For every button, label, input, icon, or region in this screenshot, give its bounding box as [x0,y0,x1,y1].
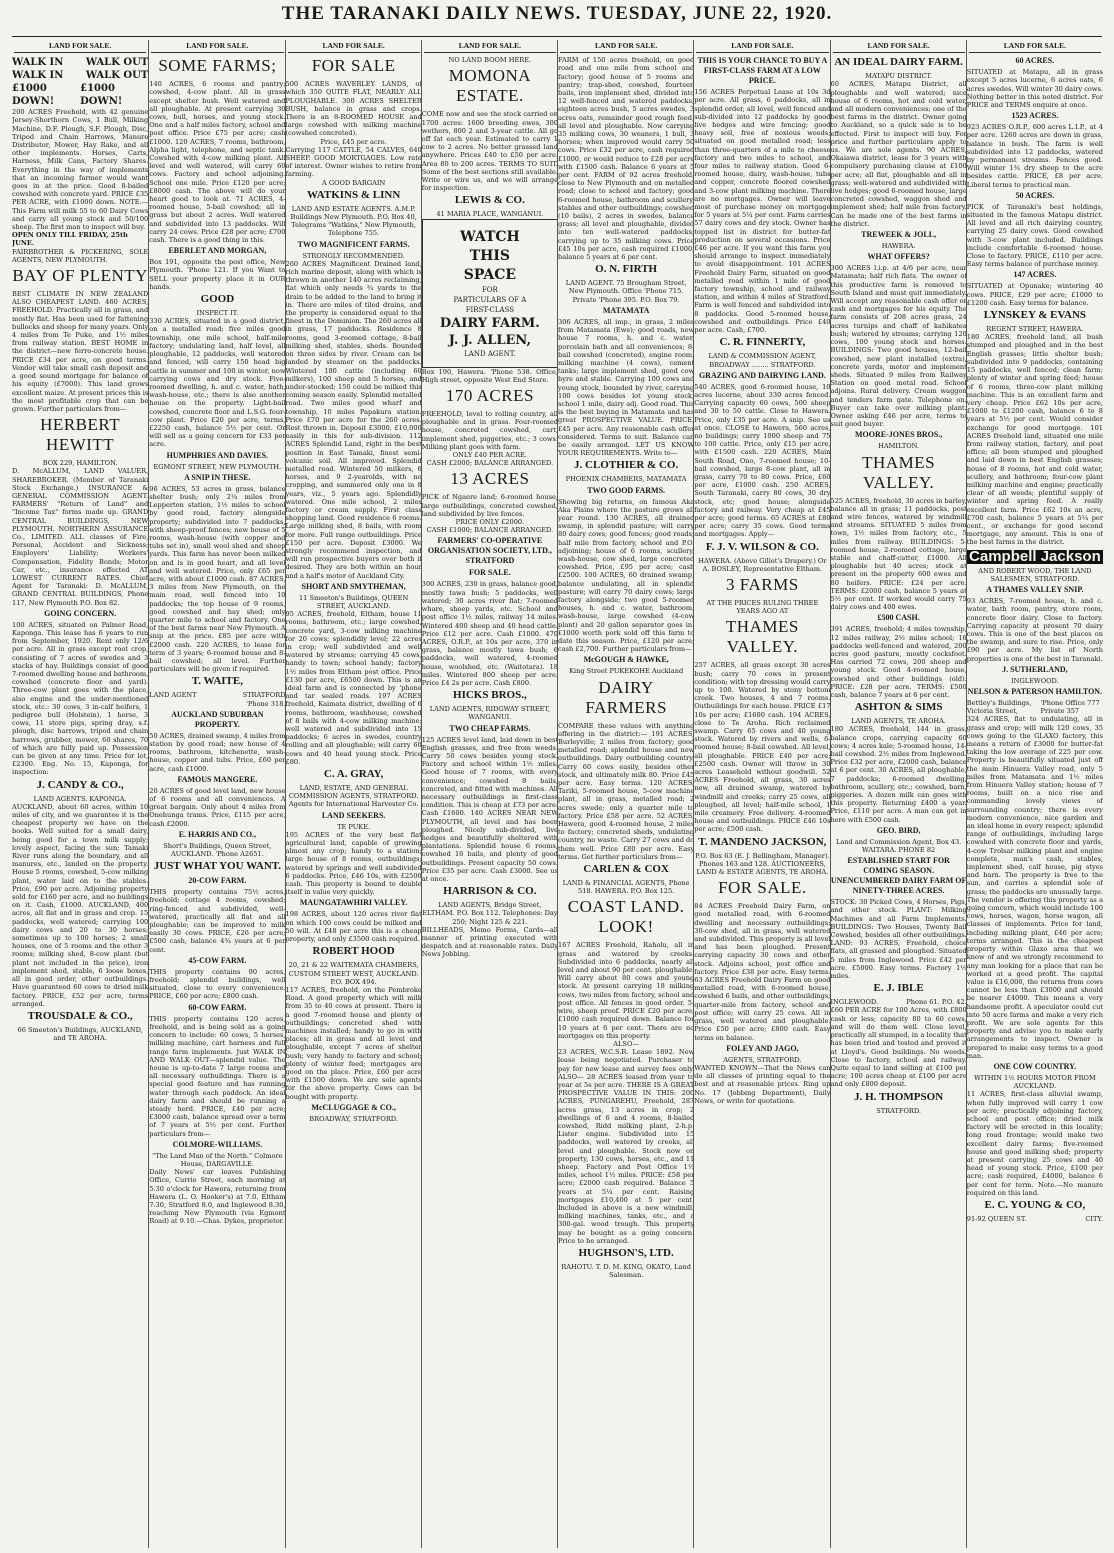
advert-line: INSPECT IT. [196,309,239,318]
advert-body: 93 ACRES, 7-roomed house, h. and c. water, bath room, pantry, store room, concrete floor dairy. Close to factory. Carrying capacity at present 70 dairy cows. This is one of the best places on the swamp, and sure to rise. Price, only £90 per acre. My list of North properties is one of the best in Taranaki. [966,597,1103,663]
advert-subhead: THIS IS YOUR CHANCE TO BUY A FIRST-CLASS FARM AT A LOW PRICE. [697,56,828,86]
boxed-line: SPACE [463,266,517,283]
agent-name: O. N. FIRTH [595,263,658,276]
boxed-line: WATCH [460,228,520,245]
column-4 [421,40,558,1548]
advert-subhead: 45-COW FARM. [188,955,247,965]
advert-body: 100 ACRES, situated on Palmer Road, Kaponga. This lease has 6 years to run from September, 1920. Rent only 12/6 per acre. All in grass except root crop, consisting of 7 acres of swedes and 3 stacks of hay. Buildings consist of good 7-roomed dwelling house and bathroom, cowshed (concrete floor and yard). Three-cow plant goes with the place, also engine and the under-mentioned stock, etc.: 30 cows, 3 in-calf heifers, 1 pedigree bull (Holstein), 1 horse, 3 cows, 11 store pigs, spring dray, s.f. plough, disc harrows, tripod and chain harrows, grubber, mower, 60 shares, 70 of which are fully paid up. Possession can be given at any time. Price for lot, £2300. Eng. No. 15, Kaponga, for inspection: [12,620,149,777]
advert-body: SITUATED at Matapu, all in grass except 5 acres lucerne, 6 acres oats, 6 acres swedes. Will winter 30 dairy cows. Nothing better in this noted district. For PRICE and TERMS enquire at once. [966,68,1103,110]
column-2 [148,40,285,1548]
agent-name: E. J. IBLE [873,982,924,995]
boxed-line: FIRST-CLASS [465,305,515,314]
advert-body: 60 ACRES, Matapu District, all ploughable and well watered; nice house of 6 rooms, hot and cold water, and all modern conveniences; one of the best farms in the district. Owner going to Auckland, so a quick sale is to be effected. First to inspect will buy. For price and further particulars apply to us. We are sole agents. 90 ACRES, Okaiawa district, lease for 3 years with compulsory purchasing clause at £100 per acre; all flat, ploughable and all in grass; well-watered and subdivided with live hedges; good 6-roomed house, large concreted cowshed, waggon shed and implement shed; half mile from factory. Can be made one of the best farms in the district. [830,80,967,228]
address-line [967,1215,1103,1223]
advert-body: 96 ACRES, 53 acres in grass, balance shelter bush; only 2¼ miles from Lepperton station, 1½ miles to school by good road, factory alongside property; subdivided into 7 paddocks, with sheep-proof fences; new house of 5 rooms, wash-house (with copper and tubs set in), small wool shed and sheep yards. This farm has never been milked on and is in good heart, and all level and well watered. Price, only £65 per acre, with about £1000 cash. 87 ACRES, 3 miles from New Plymouth, on the main road, well fenced into 10 paddocks; the top house of 9 rooms, good cowshed and hay shed; only quarter mile to school and factory. One of the best farms near New Plymouth. A snip at the price. £85 per acre with £2000 cash. 220 ACRES, to lease for term of 3 years; 6-roomed house and 8-bail cowshed; all level. Further particulars will be given if required. [149,484,286,674]
advert-body: PICK of Taranaki's best holdings, situated in the famous Matapu district. All level and all rich dairying country, carrying 25 dairy cows. Good cowshed with 3-cow plant included. Buildings include comfortable 6-roomed house. Close to factory. PRICE, £110 per acre. Easy terms balance of purchase money. [966,202,1103,269]
advert-subhead: FOR SALE. [468,568,511,578]
banner-lines [12,56,148,82]
agent-name: HARRISON & CO. [443,885,537,898]
advert-line: HAWERA. (Above Gillet's Drapery.) Or A. BOSLEY, Representative Eltham. [698,556,827,573]
advert-subhead: McCLUGGAGE & CO., [311,1102,396,1112]
advert-subhead: WHAT OFFERS? [867,252,930,262]
address-part: LAND AGENT [149,691,197,700]
advert-body: STOCK: 30 Picked Cows, 4 Horses, Pigs, and other stock. PLANT: Milking Machines and all Farm Implements. BUILDINGS: Two Houses, Twenty Bail Cowshed, besides all other outbuildings. LAND: 93 ACRES, Freehold, choice flats, all grassed and ploughed. Situated 5 miles from Inglewood. Price £42 per acre. £5000. Easy terms. Factory 1½ miles. [830,898,967,981]
advert-body: Carrying 117 CATTLE, 54 CALVES, 640 SHEEP. GOOD MORTGAGES. Low rate of interest. Owner wishes to retire from farming. [285,145,422,179]
advert-subhead: SHORT AND SMYTHEMAN, [301,581,406,591]
advert-subhead: TWO MAGNIFICENT FARMS. [297,239,410,249]
advert-line: 20, 21 & 22 WAITEMATA CHAMBERS, CUSTOM STREET WEST, AUCKLAND. P.O. BOX 494. [288,961,419,986]
advert-body: THIS property contains 90 acres, freehold; splendid buildings, well situated, close to every convenience. PRICE, £60 per acre; £800 cash. [149,967,286,1001]
advert-body: FAIRBROTHER & PICKERING, SOLE AGENTS, NEW PLYMOUTH. [12,247,149,264]
advert-body: 198 ACRES, about 120 acres river flat on which 100 cows could be milked and 50 will. At £48 per acre this is a cheap property, and only £3500 cash required. [285,910,422,944]
boxed-line: DAIRY FARM. [439,315,540,331]
advert-line: LAND AGENTS, TE AROHA. [851,717,947,726]
advert-body: 95 ACRES, freehold, Eltham, house 11 rooms, bathroom, etc.; large cowshed, concrete yard, 3-cow milking machine for 20 cows; splendidly level; 22 acres in crop; well subdivided and well watered by streams; carrying 45 cows, handy to town; school handy; factory 1½ miles from Eltham post office. Price £130 per acre, £6500 down. This is an ideal farm and is connected by 'phone and tar sealed roads. 197 ACRES freehold, Kaimata district, dwelling of 6 rooms, bathroom, washhouse, cowshed of 8 bails with 4-cow milking machine; well watered and subdivided into 15 paddocks; 6 acres in swedes, country rolling and all ploughable; will carry 60 cows and 40 head young stock. Price £80. [285,610,422,766]
advert-body: WANTED KNOWN—That the News can do all classes of printing equal to the best and at reasonable prices. Ring up No. 17 (Jobbing Department), Daily News, or write for quotations. [694,1063,831,1105]
advert-subhead: 147 ACRES. [1013,270,1057,280]
column-heading: LAND FOR SALE. [14,40,146,53]
banner-lines [12,82,148,108]
advert-body: FARM of 150 acres freehold, on good road and one mile from school and factory; good house of 5 rooms and pantry; trap-shed, cowshed, fourteen bails, iron implement shed, divided into 12 well-fenced and watered paddocks; eighteen acres bush, 5 acres swedes, 3 acres oats, remainder good rough feed; all level and ploughable. Now carrying 35 milking cows, 30 weaners, 1 bull, 3 horses; when improved would carry 50 cows. Price £32 per acre, cash required £1000, or would reduce to £28 per acre with £1500 cash. Balance 6 years at 5 per cent. FARM of 92 acres freehold, close to New Plymouth and on metalled road; close to school and factory; good 6-roomed house, bathroom and scullery, stables and other outbuildings; cowshed (10 bails), 2 acres in swedes, balance grass; all level and ploughable, divided into ten well-watered paddocks; carrying up to 35 milking cows. Price £45 10s per acre, cash required £1000, balance 5 years at 6 per cent. [558,56,695,262]
boxed-line: J. J. ALLEN, [448,332,531,348]
banner-row [12,69,148,82]
advert-subhead: FAMOUS MANGERE. [177,774,258,784]
advert-line: 66 Smeeton's Buildings, AUCKLAND, and TE AROHA. [17,1025,143,1043]
advert-line: PRICE ONLY £2000. [455,518,525,527]
boxed-line: PARTICULARS OF A [453,295,527,304]
advert-line: EGMONT STREET, NEW PLYMOUTH. [153,462,282,471]
advert-line: AGENTS, STRATFORD. [723,1055,802,1064]
agent-name: J. CANDY & CO., [36,778,124,791]
boxed-line: LAND AGENT. [464,349,516,358]
advert-body: BILLHEADS, Memo Forms, Cards—all manner of printing executed with despatch and at reasonable rates. Daily News Jobbing. [421,925,558,959]
advert-line: RAHOTU. T. D. M. KING, OKATO, Land Salesman. [561,1262,691,1280]
advert-line: WITHIN 1½ HOURS MOTOR FROM AUCKLAND. [974,1073,1096,1091]
advert-body: BEST CLIMATE IN NEW ZEALAND ALSO CHEAPEST LAND. 460 ACRES, FREEHOLD. Practically all in grass, and mostly flat. Has been used for fattening bullocks and sheep for many years. Only 4 miles from Te Puke, and 1½ miles from railway station. BEST HOME in the district—new ferro-concrete house. PRICE £34 per acre, on good terms. Vendor will take small cash deposit and a good sound mortgage for balance of his equity (£7000). This land grows excellent maize. At present prices this is the most profitable crop that can be grown. Further particulars from— [12,290,149,413]
agent-name: C. A. GRAY, [323,768,384,781]
banner-text: £1000 DOWN! [12,83,55,108]
agent-name: TROUSDALE & CO., [27,1009,133,1022]
advert-headline: 170 ACRES [445,386,534,406]
banner-text: WALK IN [12,57,64,69]
advert-subhead: ONE COW COUNTRY. [993,1061,1077,1071]
advert-subhead: ESTABLISHED START FOR COMING SEASON. UNENCUMBERED DAIRY FARM OF NINETY-THREE ACRES. [830,856,967,896]
advert-body: 500 ACRES WAVERLEY LANDS, of which 350 QUITE FLAT, NEARLY ALL PLOUGHABLE. 300 ACRES SHELTER BUSH, balance in grass and crops. There is an 8-ROOMED HOUSE and large cowshed with milking machine (cowshed concreted). [285,80,422,138]
advert-line: HAMILTON. [878,442,920,451]
advert-line: Land and Commission Agent, Box 43. WAITARA. PHONE 82 [835,837,962,855]
address-line [831,998,967,1006]
agent-name: J. CLOTHIER & CO. [574,459,679,472]
advert-line: MATAPU DISTRICT. [865,72,933,81]
advert-line: King Street PUKEKOHE Auckland [569,667,684,676]
address-line [967,699,1103,715]
advert-line: ALSO— [613,1039,639,1048]
advert-line: "The Land Man of the North." Colmore House, DARGAVILLE. [152,1151,283,1168]
column-7 [830,40,967,1548]
column-8 [966,40,1103,1548]
advert-line: AT THE PRICES RULING THREE YEARS AGO AT [706,598,819,616]
column-heading: LAND FOR SALE. [969,40,1101,53]
advert-body: 50 ACRES, drained swamp, 4 miles from station by good road; new house of 4 rooms, bathroom, kitchenette, wash-house, copper and tubs. Price, £60 per acre, cash £1000. [149,731,286,773]
column-heading: LAND FOR SALE. [696,40,828,53]
advert-body: COME now and see the stock carried on 1700 acres: 1600 breeding ewes, 300 wethers, 800 2 and 3-year cattle. All go off fat each year. Estimated to carry 1 cow to 2 acres. No better grassed land anywhere. Prices £40 to £50 per acre. Area 80 to 200 acres. TERMS TO SUIT. Some of the best sections still available. Write or wire us, and we will arrange for inspection. [421,110,558,193]
advert-body: 300 ACRES l.i.p. at 4/6 per acre, near Matamata; half rich flats. The owner of this productive farm is removed to South Island and must quit immediately. Will accept any reasonable cash offer or cash and mortgages for his equity. The farm consists of 208 acres grass, 24 acres turnips and chaff of kahikatea bush; watered by streams; carrying 120 cows, 100 young stock and horses. BUILDINGS: Two good houses, 12-bail cowshed, new plant installed (extra), concrete yards, motor and implement sheds. Situated 9 miles from Railway Station on good metal road. School adjoins. Rural delivery. Cream waggon and tenders farm gate. Telephone on. Buyer can take over milking plant. Owner asking £46 per acre, terms to suit good buyer. [830,264,967,429]
advert-line: 41 MARIA PLACE, WANGANUI. [436,210,544,219]
advert-subhead: TWO CHEAP FARMS. [449,723,531,733]
advert-body: Box 191, opposite the post office, New Plymouth. 'Phone 121. If you Want to SELL your property place it in OUR hands. [149,258,286,291]
advert-body: 140 ACRES, 6 rooms and pantry; cowshed, 4-cow plant. All in grass except shelter bush. Well watered and all ploughable. At present carrying 30 cows, bull, horses, and young stock. One and a half miles factory, school and post office. Price £75 per acre; cash £1000. 120 ACRES, 7 rooms, bathroom, Alpha light, telephone, and septic tank. Cowshed with 4-cow milking plant. All level and well watered, will carry 60 cows. Factory and school adjoining. School one mile. Price £120 per acre; £8000 cash. The above will do your heart good to look at. 71 ACRES, 4-roomed house, 5-bail cowshed; all in grass but about 2 acres. Well watered and subdivided into 13 paddocks. Will carry 24 cows. Price £28 per acre; £700 cash. There is a good thing in this. [149,80,286,245]
advert-body: £60 PER ACRE for 100 Acres, with £800 cash or less; capacity 80 to 60 cows, and will do them well. Close level, practically all stumped, in a locality that has been tried and tested and proved it at Lloyd's. Good buildings. No weeds. Close to factory, school and railway. Quite equal to land selling at £100 per acre; 100 acres cheap at £100 per acre and only £800 deposit. [830,1006,967,1089]
advert-subhead: LAND SEEKERS. [321,810,386,820]
column-heading: LAND FOR SALE. [560,40,692,53]
agent-name: E. C. YOUNG & CO, [984,1198,1086,1211]
banner-row [12,56,148,69]
agent-name: F. J. V. WILSON & CO. [705,540,819,553]
advert-line: REGENT STREET, HAWERA. [986,325,1084,334]
advert-headline: HERBERT HEWITT [40,415,121,455]
advert-subhead: 20-COW FARM. [188,876,247,886]
advert-line: P.O. Box 63 (E. J. Bellingham, Manager). Phones 163 and 128. AUCTIONEERS, LAND & ESTATE AGENTS, TE AROHA. [695,851,830,877]
agent-name: CARLEN & COX [583,863,669,876]
address-part: 91-92 QUEEN ST. [966,1214,1027,1223]
advert-subhead: EBERLET AND MORGAN, [168,246,267,256]
advert-body: 167 ACRES Freehold, Raholu, all in grass and watered by creeks. Subdivided into 6 paddocks, nearly all level and about 90 per cent. ploughable. Will carry about 80 cows and young stock. At present carrying 18 milking cows, two miles from factory, school and post office. All fences in good order. 5-wire, sheep proof. PRICE £20 per acre; £1000 cash required down. Balance for 10 years at 6 per cent. There are no mortgages on this property. [558,941,695,1040]
advert-body: 260 ACRES Magnificent Drained land, rich marine deposit, along with which is thrown in another 140 acres reclaiming, flat which only needs ¾ yards to the drain to be added to the land to bring it in. There are miles of tiled drains, and the property is considered equal to the finest in the Dominion. The 260 acres all in grass, 17 paddocks. Residence 8 rooms, good 3-roomed cottage, 8-bail milking shed, stables, sheds. Bounded on three sides by river. Cream can be landed by steamer on the paddocks. Wintered 180 cattle (including 60 milkers), 100 sheep and 5 horses, and under-stocked; 150 could be milked this coming season easily. Splendid metalled road. Two miles good wharf and township, 10 miles Papakura station. Price £70 per acre for the 260 acres. Rest thrown in. Deposit £3000. £10,000 easily in this for sub-division. 112 ACRES Splendid Land, right in the best position in East Tamaki, finest semi-volcanic soil. All improved. Splendid metalled road. Wintered 50 milkers, 6 horses, and 9 2-yearolds, with no cropping, and summered only one in 8 years, viz., 5 years ago. Splendidly watered. One mile school, 2 miles factory or cream supply. First class shopping land. Good residence 6 rooms. Large milking shed, 8 bails, with room for more. Full range outbuildings. Price £150 per acre. Deposit £3000. We strongly recommend inspection, and will run prospective buyers over both if desired. They are both within an hour and a half's motor of Auckland City. [285,259,422,580]
advert-body: 23 ACRES, W.C.S.R. Lease 1892. New lease being negotiated. Purchaser to pay for new lease and survey fees only. ALSO— 28 ACRES leased from year to year at 5s per acre. THERE IS A GREAT PROSPECTIVE VALUE IN THIS: 200 ACRES, PUNGAREHU, Freehold, 287 acres grass, 13 acres in crop; 2 dwellings of 6 and 4 rooms, 8-bailed cowshed, Ridd milking plant, 2-h.p. Lister engine. Subdivided into 15 paddocks, well watered by creeks, all level and ploughable. Stock now on property, 130 cows, horses, etc., and 11 sheep. Factory and Post Office 1½ miles, school 1½ miles. PRICE: £58 per acre; £2000 cash required. Balance 5 years at 5¼ per cent. Raising mortgages £10,400 at 5 per cent. Included in above is a new windmill, milking machines, tanks, etc., and a 300-gal. wood trough. This property may be bought as a going concern. Price to be arranged. [558,1048,695,1245]
banner-text: WALK OUT [85,70,149,82]
advert-line: LAND & COMMISSION AGENT, BROADWAY ........ STRATFORD. [708,352,817,369]
advert-body: FREEHOLD, level to rolling country, all ploughable and in grass. Four-roomed house, concreted cowshed, cart, implement shed, piggeries, etc.; 3 cows. Milking plant goes with farm. [421,410,558,451]
masthead-rule [12,36,1102,37]
advert-body: PICK of Ngaere land; 6-roomed house, large outbuildings, concreted cowshed, land subdivided by live fences. [421,493,558,518]
agent-name: AN IDEAL DAIRY FARM. [834,56,963,69]
advert-line: 11 Smeeton's Buildings, QUEEN STREET, AUCKLAND. [298,593,409,610]
advert-subhead: HUMPHRIES AND DAVIES. [166,450,269,460]
advert-body: 525 ACRES, freehold, 30 acres in barley, balance all in grass; 11 paddocks, post and wire fences, watered by windmill and streams. SITUATED 5 miles from town, 1½ miles from factory, etc., 5 miles from railway. BUILDINGS: 5-roomed house, 2-roomed cottage, large stable and chaff-cutter, £1000. All ploughable but 40 acres; stock at present on the property 600 ewes and 80 heifers. PRICE: £24 per acre. TERMS: £2000 cash, balance 5 years at 5½ per cent. If worked would carry 75 dairy cows and 400 ewes. [830,496,967,612]
advert-line: HAWERA. [881,242,916,251]
advert-body: 180 ACRES, freehold land, all bush stumped and ploughed and in the best English grasses; little shelter bush; subdivided into 9 paddocks, containing 15 paddocks, well fenced; clean farm; plenty of winter and spring feed; house of 6 rooms, three-cow plant milking machine. This is an excellent farm and very cheap. Price £62 10s per acre, £1000 to £1200 cash, balance 6 to 8 years at 5½ per cent. Would consider exchange for good mortgage. 101 ACRES freehold land, situated one mile from railway station, factory, and post office; all been stumped and ploughed and laid down in best English grasses; house of 8 rooms, hot and cold water, scullery, and bathroom; four-cow plant milking machine and engine; practically clear of all weeds; plentiful supply of winter and spring feed. A really excellent farm. Price £62 10s an acre, £700 cash, balance 5 years at 5¼ per cent., or exchange for good second mortgage, any amount. This is one of the best farms in the district. [966,333,1103,547]
advert-body: 324 ACRES, flat to undulating, all in grass and crop; will milk 120 cows, 35 cows going to the GLAXO factory, this means a return of £3000 for butter-fat taking the low average of 225 per cow. Property is beautifully situated just off the main Hinuera Valley road, only 5 miles from Matamata and 1½ miles from Hinuera Valley station; house of 7 rooms, built on a nice rise and commanding lovely views of surrounding country; there is every modern convenience, nice garden and an ideal home in every respect; splendid range of outbuildings, including large cowshed with concrete floor and yards, 4-cow Trolsar milking plant and engine complete, man's cash, stables, implement shed, calf house, pig styes and barn. The property is free to the sun, and carries a splendid sole of grass; the paddocks are unusually large. The vendor is offering this property as a going concern, which would include 100 cows, horses, wagon, horse wagon, all classes of implements. Price for land, including milking plant, £46 per acre; terms arranged. This is the cheapest property within Glaxo area that we know of and we strongly recommend to any man looking for a place that can be worked at a good profit. The capital value is £16,000, the returns from cows cannot be less than £3000 and should be nearer £4000. This means a very handsome profit. A speculator could cut into 50 acre farms and make a very rich profit. We are sole agents for this property and advise you to make early arrangements to inspect. Owner is prepared to make easy terms to a good man. [966,715,1103,1060]
column-3 [285,40,422,1548]
advert-subhead: MATAMATA [602,305,650,315]
banner-text: £1000 DOWN! [80,83,123,108]
advert-headline: MOMONA ESTATE. [448,66,532,106]
advert-line: LAND AGENTS, RIDGWAY STREET, WANGANUI. [429,705,551,722]
address-part: 'Phone Office 777 Private 357 [1040,699,1100,716]
advert-subhead: J. SUTHERLAND, [1002,664,1068,674]
advert-body: 156 ACRES Perpetual Lease at 10s 3d per acre. All grass, 6 paddocks, all in splendid order, all level, well fenced and sub-divided into 12 paddocks by good live hedges and wire fencing; good heavy soil, free of noxious weeds; situated on good metalled road; less than three-quarters of a mile to cheese factory and two miles to school, and four miles to railway station. Good 6-roomed house, dairy, wash-house, tubs and copper, concrete floored cowshed and 3-cow plant milking machine. There are no mortgages. Owner will leave most of purchase money on mortgage for 5 years at 5¼ per cent. Farm carries 57 dairy cows and dry stock. Owner has topped list in district for butter-fat production on several occasions. Price £46 per acre. If you want this farm you should arrange to inspect immediately to avoid disappointment. 101 ACRES Freehold Dairy Farm, situated on good metalled road within 1 mile of good factory township, school and railway station, and within 4 miles of Stratford. Farm is well fenced and subdivided into 8 paddocks. Good 5-roomed house, cowshed and outbuildings. Price £40 per acre. Cash, £700. [694,88,831,335]
column-heading: LAND FOR SALE. [833,40,965,53]
advert-body: 200 ACRES Freehold, with 42 genuine Jersey-Shorthorn Cows, 1 Bull, Milking Machine, D.F. Plough, S.F. Plough, Disc, Tripod and Chain Harrows, Manure Distributor, Mower, Hay Rake, and all other implements. Horses, Carts, Harness, Milk Cans, Factory Shares. Everything in the way of implements that an incoming farmer would want goes in at the price. Good 8-bailed cowshed with concrete yard. PRICE £35 PER ACRE, with £1000 down. NOTE.—This Farm will milk 55 to 60 Dairy Cows and carry all young stock and 50/100 sheep. The first man to inspect will buy. [12,108,149,232]
advert-subhead: A THAMES VALLEY SNIP. [986,585,1084,595]
advert-body: 391 ACRES, freehold; 4 miles township, 12 miles railway, 2½ miles school; 16 paddocks well-fenced and watered, 200 acres good pasture, mostly cocksfoot. Has carried 72 cows, 200 sheep and young stock. Good 4-roomed house, cowshed and other buildings (old). PRICE: £28 per acre. TERMS: £500 cash, balance 7 years at 6 per cent. [830,625,967,699]
advert-body: Showing big returns, on famous Aka Aka Plains where the pasture grows all year round. 130 ACRES, all drained swamp, in splendid pasture; will carry 80 dairy cows; good fences; good roads; half mile from factory, school and P.O. adjoining; house of 6 rooms, scullery, wash-house, cow shed, large concreted cowshed. Price, £95 per acre; cash £2500. 100 ACRES, 60 drained swamp, balance undulating, all in splendid pasture; will carry 70 dairy cows; large factory alongside; two good 5-roomed houses, h. and c. water, bathroom, wash-house, large cowshed (4-cow plant) and 20 gallon separator goes in. £1000 worth pork sold off this farm to date this season. Price, £120 per acre; cash £2,700. Further particulars from— [558,497,695,654]
advert-subhead: GOING CONCERN. [44,608,117,618]
advert-line: LAND AGENT. 75 Brougham Street, New Plymouth. Office 'Phone 715. Private 'Phone 395. P.O. Box 79. [565,279,687,304]
advert-line: Short's Buildings, Queen Street, AUCKLAND. 'Phone A2651. [163,841,272,859]
advert-line: LAND AND ESTATE AGENTS. A.M.P. Buildings New Plymouth. P.O. Box 40, Telegrams "Watkins," New Plymouth, Telephone 755. [290,204,417,238]
advert-subhead: TREWEEK & JOLL, [861,230,937,240]
advert-body: 125 ACRES level land, laid down in best English grasses, and free from weeds. Carry 50 cows besides young stock. Factory and school within 1½ miles. Good house of 7 rooms, with every convenience; cowshed 8 bails, concreted, and fitted with machines. All necessary outbuildings in first-class condition. This is cheap at £73 per acre. Cash £1600. 140 ACRES NEAR NEW PLYMOUTH, all level and has been ploughed. Nicely sub-divided, live hedges and beautifully sheltered with plantations. Splendid house 6 rooms, cowshed 16 bails, and plenty of good outbuildings. Present capacity 50 cows. Price £35 per acre. Cash £3000. See us at once. [421,735,558,883]
advert-line: LAND AGENTS, Bridge Street, ELTHAM. P.O. Box 112. Telephones: Day 250; Night 125 & 221. [422,901,558,926]
advert-subhead: A SNIP IN THESE. [184,472,251,482]
advert-subhead: MAUNGATAWHIRI VALLEY. [299,898,408,908]
agent-name: JUST WHAT YOU WANT. [153,860,282,873]
agent-name: C. R. FINNERTY, [719,336,806,349]
advert-subhead: NELSON & PATERSON HAMILTON. [967,687,1103,696]
advert-subhead: £500 CASH. [877,613,920,623]
address-part: Bettley's Buildings, Victoria Street, [966,699,1032,716]
advert-line: ONLY £40 PER ACRE. [452,451,527,460]
advert-body: Daily News' car leaves Publishing Office, Currie Street, each morning at 5.30 o'clock for Hawera, returning from Hawera (L. O. Hooker's) at 7.0. Eltham 7.30, Stratford 8.0, and Inglewood 8.30, reaching New Plymouth (via Egmont Road) at 9.10.—Chas. Dykes, proprietor. [149,1168,286,1226]
column-heading: LAND FOR SALE. [424,40,556,53]
advert-line: Price, £45 per acre. [320,137,387,146]
agent-name: ROBERT HOOD [312,945,395,958]
advert-line: LAND, ESTATE, AND GENERAL COMMISSION AGENTS, STRATFORD. Agents for International Harvester Co. [288,784,419,809]
advert-body: 257 ACRES, all grass except 30 acres bush; carry 70 cows in present condition; with top dressing would carry up to 100. Watered by stony bottom creek. Two houses, 4 and 7 rooms. Outbuildings for each house. PRICE £17 10s per acre; £1600 cash. 194 ACRES, close to Te Aroha. Rich reclaimed swamp. Carry 65 cows and 40 young stock. Watered by rivers and wells, 6-roomed house; 8-bail cowshed. All level, all ploughable. PRICE £40 per acre; £2500 cash. Owner will throw in 30 acres Leasehold without goodwill. 52 ACRES Freehold, all grass, 30 acres new, all drained swamp, watered by windmill and creeks; carry 25 cows, all ploughed, all level; half-mile school, 1 mile creamery. Free delivery. 4-roomed house and outbuildings. PRICE £46 10s per acre; £500 cash. [694,661,831,834]
advert-body: 306 ACRES, all imp., in grass, 2 miles from Matamata (Ewe); good roads, new house 7 rooms, h. and c. water, porcelain bath and all conveniences; 8-bail cowshed (concreted), engine room, milking machine (4 cows), cement tanks; large implement shed, good cow byre and stable. Carrying 100 cows and young stock, bounded by river, carrying 100 cows besides lot young stock; school 1 mile, dairy adj. Good road. This is the best buying in Matamata and has great PROSPECTIVE VALUE. PRICE, £45 per acre. Any reasonable cash offer considered. Terms to suit. Balance can be easily arranged. LET US KNOW YOUR REQUIREMENTS. Write to— [558,317,695,458]
advert-line: INGLEWOOD. [1011,676,1059,685]
column-heading: LAND FOR SALE. [288,40,420,53]
advert-body: COMPARE these values with anything offering in the district:— 191 ACRES, Burleyville; 2 miles from factory; good metalled road; splendid house and new outbuildings. Dairy outbuilding country. Carry 60 cows easily, besides other stock, and ultimately milk 80. Price £45 per acre. Easy terms. 120 ACRES, Tariki, 5-roomed house, 5-cow machine plant, all in grass, metalled road; 2 acres swede; only a quarter mile to factory. Price £58 per acre. 52 ACRES, Hawera, good 4-roomed house, 2 miles to factory; concreted sheds, undulating country, no waste. Carry 27 cows and do them well. Price £80 per acre. Easy terms. Get further particulars from— [558,721,695,861]
agent-name: HUGHSON'S, LTD. [578,1246,674,1259]
banner-text: WALK IN [12,70,64,82]
advert-subhead: 50 ACRES. [1015,190,1055,200]
advert-headline: FOR SALE. [718,878,807,898]
advert-subhead: GRAZING AND DAIRYING LAND. [698,370,826,380]
advert-subhead: FARMERS' CO-OPERATIVE ORGANISATION SOCIETY, LTD., STRATFORD [427,536,552,566]
advert-body: 300 ACRES, 230 in grass, balance good, mostly tawa bush; 5 paddocks, well watered; 30 acres river flat; 7-roomed whare, sheep yards, etc. School and post office 1½ miles, railway 14 miles. Wintered 400 sheep and 40 head cattle. Price £12 per acre. Cash £1000. 470 ACRES, O.R.P., at 10s per acre, 370 in grass, balance mostly tawa bush; 6 paddocks, well watered, 4-roomed house, woolshed, etc. (Waitotara). 18 miles. Wintered 800 sheep per acre. Price £4 2s per acre. Cash £800. [421,580,558,687]
column-1 [12,40,148,1548]
agent-name: J. H. THOMPSON [854,1090,944,1103]
advert-subhead: 1523 ACRES. [1011,111,1059,121]
advert-subhead: FOLEY AND JAGO, [726,1043,799,1053]
advert-line: LAND & FINANCIAL AGENTS, Phone 518. HAWERA. P.O. Box 125. [562,879,690,896]
banner-row [12,82,148,108]
advert-line: BOX 229, HAMILTON. [42,459,118,468]
advert-subhead: E. HARRIS AND CO., [178,829,257,839]
advert-subhead: TWO GOOD FARMS. [587,485,666,495]
advert-body: THIS property contains 75½ acres, freehold; cottage 4 rooms, cowshed; ring-fenced and subdivided, well-watered, practically all flat and all ploughable; can be improved to milk easily 30 cows. PRICE, £26 per acre; £500 cash, balance 4¾ years at 6 per cent. [149,888,286,954]
advert-line: STRATFORD. [876,1106,922,1115]
agent-banner: Campbell Jackson [967,550,1103,564]
advert-line: TE PUKE. [337,822,371,831]
advert-line: NO LAND BOOM HERE. [448,56,532,65]
advert-body: 11 ACRES, first-class alluvial swamp, when fully improved will carry 1 cow per acre; practically adjoining factory, school and post office; dried milk factory will be erected in this locality; long road frontage; would make two excellent dairy farms; five-roomed house and good milking shed; property at present carrying 25 cows and 40 head of young stock. Price, £100 per acre; cash required, £4000, balance 6 per cent for term. Note.—No manure required on this land. [966,1090,1103,1197]
advert-line: BROADWAY, STRATFORD. [309,1114,398,1123]
address-part: Phone 61. P.O. 42. [906,998,967,1007]
advert-headline: 3 FARMS [726,574,799,594]
address-part: CITY. [1085,1214,1103,1223]
column-heading: LAND FOR SALE. [151,40,283,53]
boxed-line: THIS [469,247,511,264]
agent-name: WATKINS & LINN [306,188,401,201]
agent-name: HICKS BROS., [453,689,527,702]
address-part: INGLEWOOD. [830,998,879,1007]
advert-line: CASH £2000; BALANCE ARRANGED. [426,459,554,468]
column-6 [693,40,830,1548]
advert-headline: COAST LAND. LOOK! [567,897,685,937]
advert-notice: OPEN ONLY TILL FRIDAY, 25th JUNE. [12,231,128,248]
advert-line: STRONGLY RECOMMENDED. [302,251,405,260]
banner-text: WALK OUT [85,57,149,69]
advert-body: 540 ACRES, good 6-roomed house, 10 acres lucerne, about 330 acres fenced. Carrying capacity 60 cows, 500 sheep and 30 to 50 cattle. Close to Hawera. Price, only £35 per acre. A snip. See us at once. CLOSE to Hawera, 560 acres, no buildings; carry 1000 sheep and 75 to 100 cattle. Price, only £15 per acre, with £1500 cash. 220 ACRES, Main South Road, Ono, 7-roomed house; 10-bail cowshed, large 8-cow plant, all in grass, carry 70 to 80 cows. Price, £60 per acre, £1000 cash. 250 ACRES, South Taranaki, carry 80 cows, 30 dry stock, etc; good house; alongside factory and railway. Very cheap at £45 per acre; good terms. 65 ACRES at £80 per acre; carry 35 cows. Good terms and mortgages. Apply— [694,382,831,539]
advert-line: CASH £1000; BALANCE ARRANGED. [426,526,554,535]
advert-headline: 13 ACRES [450,469,530,489]
agent-name: ASHTON & SIMS [854,701,943,714]
advert-body: Box 190, Hawera. 'Phone 538. Office, High street, opposite West End Store. [421,367,558,384]
advert-body: 923 ACRES O.R.P., 600 acres L.I.P., at 4 per acre. 1260 acres are down in grass, balance in bush. The farm is well subdivided into 12 paddocks, watered by permanent streams. Fences good. Will winter 1¾ dry sheep to the acre besides cattle. PRICE, £8 per acre. Liberal terms to practical man. [966,123,1103,189]
agent-name: GOOD [200,293,235,306]
advert-subhead: McGOUGH & HAWKE, [583,655,669,665]
column-5 [557,40,694,1548]
advert-headline: FOR SALE [311,56,396,76]
advert-line: PHOENIX CHAMBERS, MATAMATA [565,475,687,484]
advert-body: 195 ACRES of the very best flat agricultural land, capable of growing almost any crop; handy to a station; large house of 8 rooms, outbuildings; watered by springs and well subdivided 6 paddocks. Price, £46 10s, with £2500 cash. This property is bound to double itself in value very quickly. [285,830,422,897]
advert-body: THIS property contains 120 acres, freehold, and is being sold as a going concern to include: 60 cows, 5 horses, milking machine, cart harness and full range farm implements. Just WALK IN AND WALK OUT—splendid value. The house is up-to-date 7 large rooms and all necessary outbuildings. There is a special good feature and has running water through each paddock. An ideal dairy farm and should be running a steady herd. PRICE, £40 per acre; £3000 cash, balance spread over a term of 7 years at 5½ per cent. Further particulars from— [149,1014,286,1138]
boxed-line: FOR [481,285,498,294]
advert-subhead: COLMORE-WILLIAMS. [172,1139,263,1149]
advert-body: SITUATED at Opunake; wintering 40 cows. PRICE, £29 per acre; £1000 to £1200 cash. Easy terms for balance. [966,282,1103,307]
advert-line: 'Phone 318. [246,699,286,708]
advert-subhead: AUCKLAND SUBURBAN PROPERTY. [171,709,264,729]
advert-body: 330 ACRES, situated in a good district, on a metalled road; five miles good township, one mile school, half-mile factory; undulating land, half level, all ploughable, 12 paddocks, well watered and fenced, will carry 150 head big cattle in summer and 100 in winter, now carrying cows and dry stock. Five-roomed dwelling, h. and c. water, bath, wash-house, etc.; there is also another house on the property. Light-bail cowshed, concrete floor and L.S.G. four-cow plant. Price £20 per acre, terms, £2250 cash, balance 5½ per cent. Or will sell as a going concern for £33 per acre. [149,317,286,449]
classified-page [12,40,1102,1548]
advert-body: 117 ACRES, freehold, on the Pembroke Road. A good property which will milk from 35 to 40 cows at present. There is a good 7-roomed house and plenty of outbuildings; concreted shed with machines installed; handy to go in with places; all in grass and all level and ploughable, except 7 acres of shelter bush; very handy to factory and school; plenty of winter feed; mortgages are good on the place. Price, £60 per acre with £1500 down. We are sole agents for the above property. Cows can be bought with property. [285,985,422,1101]
advert-body: 20 ACRES of good level land, new house of 6 rooms and all conveniences. A great bargain. Only about 4 miles from Onehunga trams. Price, £115 per acre, cash £2000. [149,786,286,828]
advert-subhead: 60 ACRES. [1015,56,1055,66]
advert-body: D. McALLUM, LAND VALUER, SHAREBROKER. (Member of Taranaki Stock Exchange.) INSURANCE & GENERAL COMMISSION AGENT. FARMERS' "Return of Land" and "Income Tax" forms made up. GRAND CENTRAL BUILDINGS, NEW PLYMOUTH. NORTHERN ASSURANCE Co., LIMITED. ALL classes of Fire, Personal, Accident and Sickness; Employers' Liability; Workers' Compensation, Fidelity Bonds; Motor Car, etc., insurance effected AT LOWEST CURRENT RATES. Chief Agent for Taranaki: D. McALLUM, GRAND CENTRAL BUILDINGS, Phone 117, New Plymouth P.O. Box 82. [12,467,149,607]
agent-name: LYNSKEY & EVANS [983,309,1087,322]
agent-name: T. WAITE, [191,675,243,688]
advert-line: A GOOD BARGAIN [321,178,386,187]
address-line [149,691,285,699]
boxed-advert [422,219,558,368]
advert-headline: DAIRY FARMERS [585,677,667,717]
advert-headline: THAMES VALLEY. [862,452,936,492]
advert-headline: SOME FARMS; [158,56,277,76]
agent-name: LEWIS & CO. [454,194,525,207]
advert-subhead: MOORE-JONES BROS., [854,430,943,440]
advert-headline: BAY OF PLENTY [12,266,148,286]
advert-line: LAND AGENTS. KAPONGA. [33,794,127,803]
advert-subhead: 60-COW FARM. [188,1002,247,1012]
advert-body: 84 ACRES Freehold Dairy Farm, on good metalled road, with 6-roomed dwelling and necessary outbuildings; 30-cow shed, all in grass, well watered and subdivided. This property is all level and has been ploughed. Present carrying capacity 30 cows and other stock. Adjoins school, post office and factory. Price £38 per acre. Easy terms. 63 ACRES Freehold Dairy Farm on good metalled road, with 6-roomed house, cowshed 6 bails, and other outbuildings; quarter-mile from factory, school and post office; will carry 25 cows. All in grass, well watered and ploughable. Price £50 per acre; £800 cash. Easy terms on balance. [694,902,831,1042]
address-part: STRATFORD [242,691,286,700]
advert-body: 180 ACRES, freehold, 144 in grass, balance crops, carrying capacity 60 cows; 4 acres kale; 5-roomed house, 14-bail cowshed. 2½ miles from Inglewood. Price £32 per acre, £2000 cash, balance at 6 per cent. 30 ACRES, all ploughable, 7 paddocks; 6-roomed dwelling, bathroom, scullery, etc.; cowshed, barn, piggeries. A dozen milk can goes with this property. Returning £400 a year. Price, £110 per acre. A man can get in here with £500 cash. [830,725,967,824]
advert-body: AUCKLAND, about 60 acres, within 10 miles of city, and we guarantee it is the cheapest property we have on the books. Well suited for a small dairy, being good for a town milk supply; lovely aspect, facing the sun; Tamaki River runs along the boundary, and all manures, etc., landed on the property. House 5 rooms, cowshed, 5-cow milking plant, water laid on to the stables. Price, £90 per acre. Adjoining property sold for £160 per acre, and no buildings on it. Cash, £1000. AUCKLAND, 400 acres, all flat and in grass and crop. 15 paddocks, well watered; carrying 100 dairy cows and 20 to 30 horses; sometimes up to 100 horses; 2 small houses, one of 5 rooms and the other 3 rooms; milking shed, 8-cow plant (but plant not included in the price), iron implement shed, stable, 6 loose boxes, all in good order, other outbuildings. Have guaranteed 60 cows to dried milk factory. PRICE, £52 per acre, terms arranged. [12,802,149,1008]
advert-line: AND ROBERT WOOD, THE LAND SALESMEN, STRATFORD. [978,566,1092,583]
agent-name: T. MANDENO JACKSON, [698,835,827,848]
newspaper-masthead: THE TARANAKI DAILY NEWS. TUESDAY, JUNE 22, 1920. [281,3,833,24]
advert-headline: THAMES VALLEY. [725,617,799,657]
advert-subhead: GEO. BIRD, [876,825,921,835]
